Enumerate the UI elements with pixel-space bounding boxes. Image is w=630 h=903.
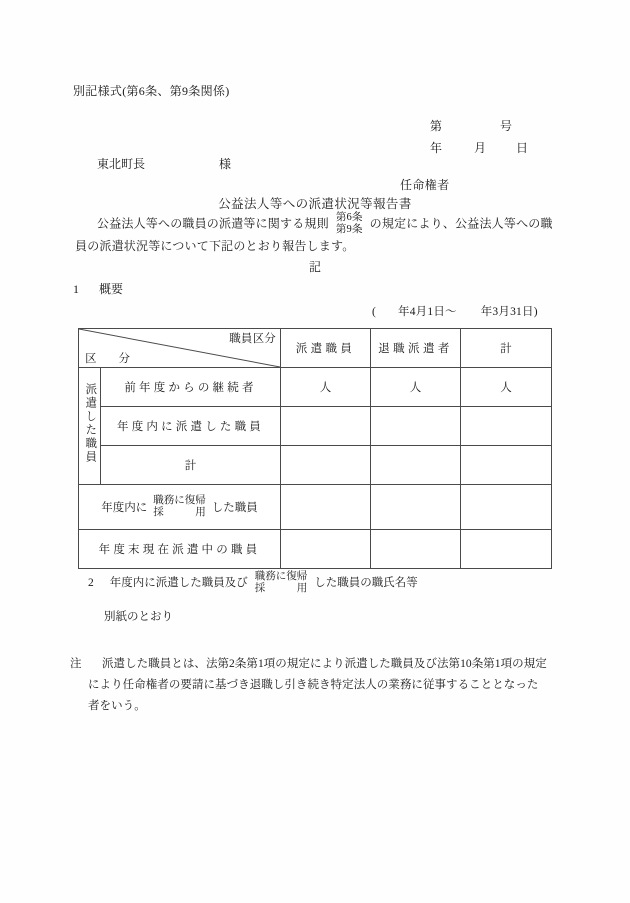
document-number-unit: 号 [500, 119, 513, 133]
addressee-line [97, 155, 231, 172]
body-paragraph [75, 213, 557, 257]
cell-returned-dispatched[interactable] [281, 485, 371, 530]
returned-stack [153, 495, 206, 519]
reporting-period [372, 303, 538, 319]
column-header-retired: 退職派遣者 [371, 329, 461, 368]
header-staff-category: 職員区分 [229, 333, 276, 345]
section2-stack-bottom-a: 採 [254, 582, 266, 594]
article-reference-stack [336, 212, 363, 235]
column-header-total: 計 [461, 329, 552, 368]
cell-returned-retired[interactable] [371, 485, 461, 530]
summary-table [78, 328, 552, 569]
table-header-row [79, 329, 552, 368]
date-day-label: 日 [516, 141, 529, 155]
footnote-line3: 者をいう。 [88, 700, 146, 712]
kiji-marker: 記 [308, 260, 321, 274]
section2-prefix: 年度内に派遣した職員及び [109, 577, 248, 590]
section2-heading [88, 572, 418, 595]
date-year-label: 年 [430, 141, 443, 155]
section2-stack-top: 職務に復帰 [254, 571, 308, 582]
table-row [79, 530, 552, 569]
section2-stack-bottom [255, 583, 308, 595]
footnote-marker: 注 [70, 658, 82, 670]
section2-stack [255, 571, 308, 594]
section2-subtext: 別紙のとおり [104, 611, 173, 623]
addressee-honorific: 様 [219, 157, 232, 171]
table-row [79, 407, 552, 446]
table-row [79, 485, 552, 530]
row-label-dispatched-in-year: 年度内に派遣した職員 [101, 407, 281, 446]
cell-subtotal-retired[interactable] [371, 446, 461, 485]
cell-yearend-dispatched[interactable] [281, 530, 371, 569]
form-code: 別記様式(第6条、第9条関係) [73, 84, 230, 98]
table-row [79, 368, 552, 407]
returned-prefix: 年度内に [101, 502, 148, 514]
section1-heading [73, 280, 123, 297]
section2-number: 2 [88, 577, 94, 590]
article-reference-first: 第6条 [335, 212, 363, 223]
cell-yearend-retired[interactable] [371, 530, 461, 569]
cell-inyear-retired[interactable] [371, 407, 461, 446]
cell-subtotal-total[interactable] [461, 446, 552, 485]
period-open-paren: ( [372, 306, 377, 318]
appointing-authority: 任命権者 [400, 178, 450, 192]
cell-yearend-total[interactable] [461, 530, 552, 569]
footnote-line1: 派遣した職員とは、法第2条第1項の規定により派遣した職員及び法第10条第1項の規定 [102, 658, 547, 670]
cell-subtotal-dispatched[interactable] [281, 446, 371, 485]
date-month-label: 月 [474, 141, 487, 155]
document-date-line [430, 139, 528, 156]
header-division [85, 350, 130, 366]
document-number-line [430, 117, 512, 134]
section1-title: 概要 [99, 282, 124, 296]
document-number-label: 第 [430, 119, 443, 133]
cell-returned-total[interactable] [461, 485, 552, 530]
addressee-name: 東北町長 [97, 157, 146, 171]
period-close-paren: ) [533, 306, 538, 318]
section2-suffix: した職員の職氏名等 [314, 577, 418, 590]
section1-number: 1 [73, 282, 79, 296]
document-title: 公益法人等への派遣状況等報告書 [218, 197, 412, 211]
body-tail-text: の規定により、公益法人等への職員の派遣状況等について下記のとおり報告します。 [75, 216, 553, 253]
returned-stack-bottom-a: 採 [153, 507, 164, 518]
cell-inyear-dispatched[interactable] [281, 407, 371, 446]
section2-stack-bottom-b: 用 [296, 582, 308, 594]
returned-stack-bottom-b: 用 [195, 507, 206, 518]
cell-carryover-total[interactable]: 人 [461, 368, 552, 407]
returned-stack-bottom [153, 507, 206, 519]
cell-carryover-dispatched[interactable]: 人 [281, 368, 371, 407]
group-label-text: 派遣した職員 [84, 383, 97, 464]
period-start: 年4月1日〜 [398, 306, 457, 318]
row-label-yearend-dispatched: 年度末現在派遣中の職員 [79, 530, 281, 569]
footnote-line2: により任命権者の要請に基づき退職し引き続き特定法人の業務に従事することとなった [88, 679, 539, 691]
returned-stack-top: 職務に復帰 [153, 495, 206, 506]
row-label-subtotal: 計 [101, 446, 281, 485]
table-row [79, 446, 552, 485]
cell-carryover-retired[interactable]: 人 [371, 368, 461, 407]
row-label-returned-or-hired [79, 485, 281, 530]
header-division-a: 区 [85, 353, 97, 365]
period-end: 年3月31日 [480, 306, 534, 318]
cell-inyear-total[interactable] [461, 407, 552, 446]
body-lead-text: 公益法人等への職員の派遣等に関する規則 [97, 216, 329, 231]
footnote [70, 654, 570, 717]
row-label-carryover: 前年度からの継続者 [101, 368, 281, 407]
article-reference-second: 第9条 [335, 223, 363, 235]
group-label-dispatched-staff [79, 368, 101, 485]
column-header-dispatched: 派遣職員 [281, 329, 371, 368]
header-division-b: 分 [118, 353, 130, 365]
diagonal-header-cell [79, 329, 281, 368]
returned-suffix: した職員 [211, 502, 258, 514]
